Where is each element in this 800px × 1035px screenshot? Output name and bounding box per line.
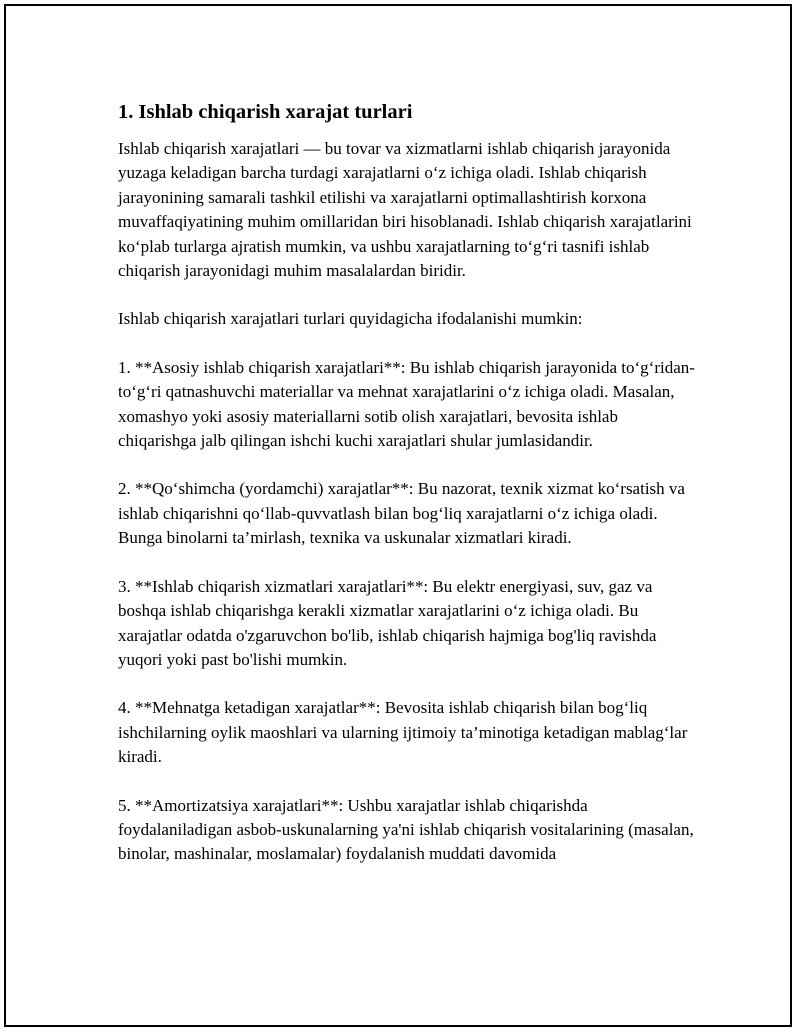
list-item-1: 1. **Asosiy ishlab chiqarish xarajatlari**: Bu ishlab chiqarish jarayonida to‘g‘ridan-to‘g‘ri qatnashuvchi materiallar va mehnat xarajatlarini o‘z ichiga oladi. Masalan, xomashyo yoki asosiy materiallarni sotib olish xarajatlari, bevosita ishlab chiqarishga jalb qilingan ishchi kuchi xarajatlari shular jumlasidandir. [118, 357, 695, 451]
document-page [4, 4, 792, 1027]
document-body [118, 98, 698, 891]
section-heading: 1. Ishlab chiqarish xarajat turlari [118, 101, 413, 123]
list-item-3: 3. **Ishlab chiqarish xizmatlari xarajatlari**: Bu elektr energiyasi, suv, gaz va boshqa ishlab chiqarishga kerakli xizmatlar xarajatlarini o‘z ichiga oladi. Bu xarajatlar odatda o'zgaruvchon bo'lib, ishlab chiqarish hajmiga bog'liq ravishda yuqori yoki past bo'lishi mumkin. [118, 576, 657, 669]
list-item-5: 5. **Amortizatsiya xarajatlari**: Ushbu xarajatlar ishlab chiqarishda foydalaniladigan asbob-uskunalarning ya'ni ishlab chiqarish vositalarining (masalan, binolar, mashinalar, moslamalar) foydalanish muddati davomida [118, 795, 694, 864]
list-item-2: 2. **Qo‘shimcha (yordamchi) xarajatlar**: Bu nazorat, texnik xizmat ko‘rsatish va ishlab chiqarishni qo‘llab-quvvatlash bilan bog‘liq xarajatlarni o‘z ichiga oladi. Bunga binolarni ta’mirlash, texnika va uskunalar xizmatlari kiradi. [118, 479, 685, 548]
list-item-4: 4. **Mehnatga ketadigan xarajatlar**: Bevosita ishlab chiqarish bilan bog‘liq ishchilarning oylik maoshlari va ularning ijtimoiy ta’minotiga ketadigan mablag‘lar kiradi. [118, 698, 688, 767]
intro-paragraph: Ishlab chiqarish xarajatlari — bu tovar va xizmatlarni ishlab chiqarish jarayonida yuzaga keladigan barcha turdagi xarajatlarni o‘z ichiga oladi. Ishlab chiqarish jarayonining samarali tashkil etilishi va xarajatlarni optimallashtirish korxona muvaffaqiyatining muhim omillaridan biri hisoblanadi. Ishlab chiqarish xarajatlarini ko‘plab turlarga ajratish mumkin, va ushbu xarajatlarning to‘g‘ri tasnifi ishlab chiqarish jarayonidagi muhim masalalardan biridir. [118, 139, 692, 281]
list-intro-paragraph: Ishlab chiqarish xarajatlari turlari quyidagicha ifodalanishi mumkin: [118, 309, 583, 329]
